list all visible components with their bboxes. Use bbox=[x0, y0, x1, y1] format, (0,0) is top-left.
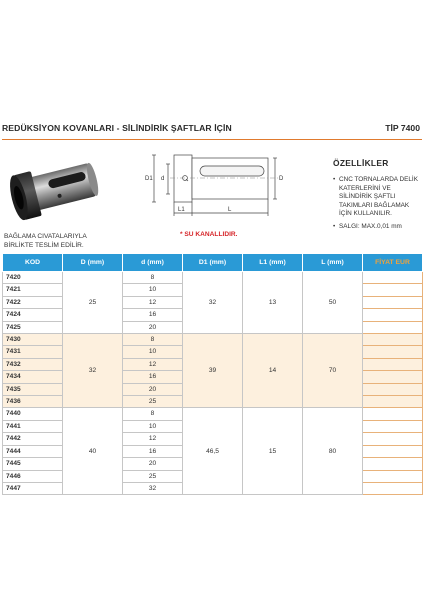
cell-L: 80 bbox=[303, 408, 363, 495]
cell-price bbox=[363, 296, 423, 308]
table-row bbox=[3, 272, 423, 284]
cell-price bbox=[363, 408, 423, 420]
label-D1: D1 bbox=[145, 176, 153, 182]
delivery-caption bbox=[4, 233, 134, 250]
cell-kod: 7445 bbox=[3, 458, 63, 470]
header-kod: KOD bbox=[3, 254, 63, 272]
label-L: L bbox=[228, 207, 232, 213]
cell-d: 16 bbox=[123, 371, 183, 383]
type-label: TİP 7400 bbox=[385, 123, 420, 133]
cell-kod: 7424 bbox=[3, 309, 63, 321]
cell-D: 32 bbox=[63, 334, 123, 408]
cell-kod: 7441 bbox=[3, 420, 63, 432]
caption-line-1: BAĞLAMA CIVATALARIYLA bbox=[4, 233, 87, 240]
table-header-row bbox=[3, 254, 423, 272]
product-table bbox=[2, 253, 423, 495]
cell-L: 70 bbox=[303, 334, 363, 408]
cell-kod: 7447 bbox=[3, 482, 63, 494]
cell-kod: 7422 bbox=[3, 296, 63, 308]
cell-d: 20 bbox=[123, 321, 183, 333]
header-d: d (mm) bbox=[123, 254, 183, 272]
header-L1: L1 (mm) bbox=[243, 254, 303, 272]
cell-d: 8 bbox=[123, 408, 183, 420]
cell-price bbox=[363, 470, 423, 482]
cell-d: 8 bbox=[123, 272, 183, 284]
label-d: d bbox=[161, 176, 165, 182]
cell-kod: 7440 bbox=[3, 408, 63, 420]
header-L: L (mm) bbox=[303, 254, 363, 272]
cell-kod: 7432 bbox=[3, 358, 63, 370]
page-title: REDÜKSİYON KOVANLARI - SİLİNDİRİK ŞAFTLAR İÇİN bbox=[2, 123, 232, 133]
cell-kod: 7421 bbox=[3, 284, 63, 296]
cell-price bbox=[363, 445, 423, 457]
cell-kod: 7430 bbox=[3, 334, 63, 346]
cell-kod: 7435 bbox=[3, 383, 63, 395]
cell-d: 12 bbox=[123, 433, 183, 445]
cell-d: 10 bbox=[123, 346, 183, 358]
cell-kod: 7442 bbox=[3, 433, 63, 445]
cell-L1: 15 bbox=[243, 408, 303, 495]
feature-item: • CNC TORNALARDA DELİK KATERLERİNİ VE SİLİNDİRİK ŞAFTLI TAKIMLARI BAĞLAMAK İÇİN KULLANILIR. bbox=[333, 176, 423, 219]
cell-kod: 7444 bbox=[3, 445, 63, 457]
cell-price bbox=[363, 482, 423, 494]
cell-d: 10 bbox=[123, 420, 183, 432]
cell-price bbox=[363, 358, 423, 370]
cell-kod: 7425 bbox=[3, 321, 63, 333]
table-body bbox=[3, 272, 423, 495]
cell-D1: 32 bbox=[183, 272, 243, 334]
cell-L1: 14 bbox=[243, 334, 303, 408]
cell-d: 12 bbox=[123, 358, 183, 370]
cell-d: 25 bbox=[123, 396, 183, 408]
cell-L1: 13 bbox=[243, 272, 303, 334]
cell-price bbox=[363, 272, 423, 284]
cell-d: 12 bbox=[123, 296, 183, 308]
cell-price bbox=[363, 346, 423, 358]
cell-price bbox=[363, 433, 423, 445]
technical-drawing bbox=[140, 150, 290, 220]
cell-D1: 46,5 bbox=[183, 408, 243, 495]
cell-d: 8 bbox=[123, 334, 183, 346]
cell-price bbox=[363, 383, 423, 395]
label-D: D bbox=[279, 176, 284, 182]
cell-D1: 39 bbox=[183, 334, 243, 408]
cell-d: 16 bbox=[123, 309, 183, 321]
table-row bbox=[3, 334, 423, 346]
cell-kod: 7446 bbox=[3, 470, 63, 482]
cell-price bbox=[363, 420, 423, 432]
cell-kod: 7420 bbox=[3, 272, 63, 284]
cell-kod: 7436 bbox=[3, 396, 63, 408]
cell-price bbox=[363, 371, 423, 383]
cell-price bbox=[363, 458, 423, 470]
features-list bbox=[333, 176, 423, 232]
cell-kod: 7431 bbox=[3, 346, 63, 358]
cell-d: 20 bbox=[123, 383, 183, 395]
header-D1: D1 (mm) bbox=[183, 254, 243, 272]
cell-price bbox=[363, 284, 423, 296]
caption-line-2: BİRLİKTE TESLİM EDİLİR. bbox=[4, 241, 84, 249]
product-photo bbox=[4, 150, 104, 230]
label-L1: L1 bbox=[178, 207, 185, 213]
catalog-header bbox=[2, 123, 422, 137]
header-price: FİYAT EUR bbox=[363, 254, 423, 272]
cell-L: 50 bbox=[303, 272, 363, 334]
table-row bbox=[3, 408, 423, 420]
header-D: D (mm) bbox=[63, 254, 123, 272]
cell-d: 20 bbox=[123, 458, 183, 470]
cell-price bbox=[363, 334, 423, 346]
cell-d: 25 bbox=[123, 470, 183, 482]
cell-D: 25 bbox=[63, 272, 123, 334]
cell-price bbox=[363, 396, 423, 408]
features-panel bbox=[333, 158, 423, 236]
cell-d: 16 bbox=[123, 445, 183, 457]
cell-kod: 7434 bbox=[3, 371, 63, 383]
cell-price bbox=[363, 309, 423, 321]
cell-d: 32 bbox=[123, 482, 183, 494]
water-channel-note: * SU KANALLIDIR. bbox=[180, 231, 238, 238]
cell-price bbox=[363, 321, 423, 333]
feature-item: • SALGI: MAX.0,01 mm bbox=[333, 223, 423, 232]
cell-D: 40 bbox=[63, 408, 123, 495]
cell-d: 10 bbox=[123, 284, 183, 296]
header-divider bbox=[2, 139, 422, 140]
features-title: ÖZELLİKLER bbox=[333, 158, 389, 168]
